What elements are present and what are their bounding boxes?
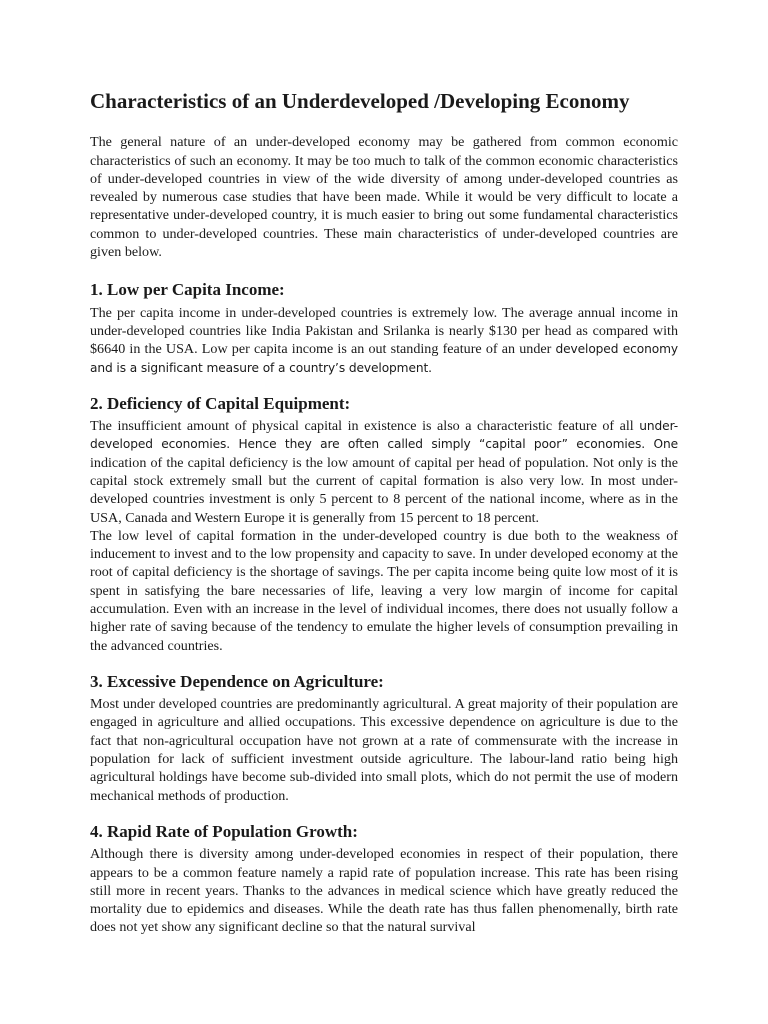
paragraph-text: The per capita income in under-developed countries is extremely low. The average annual income in under-developed countries like India Pakistan and Srilanka is nearly $130 per head as compared with $6640 in the USA. Low per capita income is an out standing feature of an under <box>90 304 678 358</box>
section-heading: 4. Rapid Rate of Population Growth: <box>90 821 358 841</box>
section-deficiency-of-capital-equipment <box>90 393 678 655</box>
section-paragraph: The low level of capital formation in the under-developed country is due both to the weakness of inducement to invest and to the low propensity and capacity to save. In under developed economy at the root of capital deficiency is the shortage of savings. The per capita income being quite low most of it is spent in satisfying the bare necessaries of life, leaving a very low margin of income for capital accumulation. Even with an increase in the level of individual incomes, there does not usually follow a higher rate of saving because of the tendency to emulate the higher levels of consumption prevailing in the advanced countries. <box>90 527 678 654</box>
section-excessive-dependence-on-agriculture <box>90 671 678 805</box>
paragraph-text: under-developed economies. Hence they are often called simply “capital poor” economies. One <box>90 419 678 452</box>
section-paragraph <box>90 304 678 377</box>
section-rapid-rate-of-population-growth <box>90 821 678 937</box>
paragraph-text: indication of the capital deficiency is the low amount of capital per head of population. Not only is the capital stock extremely small but the current of capital formation is also very low. In most under-developed countries investment is only 5 percent to 8 percent of the national income, where as in the USA, Canada and Western Europe it is generally from 15 percent to 18 percent. <box>90 454 678 526</box>
section-heading: 1. Low per Capita Income: <box>90 280 285 300</box>
paragraph-text: developed economy and is a significant measure of a country’s development. <box>90 342 678 375</box>
section-heading: 2. Deficiency of Capital Equipment: <box>90 393 351 413</box>
intro-paragraph: The general nature of an under-developed economy may be gathered from common economic characteristics of such an economy. It may be too much to talk of the common economic characteristics of under-developed countries in view of the wide diversity of among under-developed countries as revealed by numerous case studies that have been made. While it would be very difficult to locate a representative under-developed country, it is much easier to bring out some fundamental characteristics common to under-developed countries. These main characteristics of under-developed countries are given below. <box>90 134 678 261</box>
section-paragraph <box>90 417 678 527</box>
section-heading: 3. Excessive Dependence on Agriculture: <box>90 671 384 691</box>
section-low-per-capita-income <box>90 279 678 376</box>
page-title: Characteristics of an Underdeveloped /Developing Economy <box>90 89 630 113</box>
section-paragraph: Most under developed countries are predominantly agricultural. A great majority of their population are engaged in agriculture and allied occupations. This excessive dependence on agriculture is due to the fact that non-agricultural occupation have not grown at a rate of commensurate with the increase in population for lack of sufficient investment outside agriculture. The labour-land ratio being high agricultural holdings have become sub-divided into small plots, which do not permit the use of modern mechanical methods of production. <box>90 696 678 804</box>
paragraph-text: The insufficient amount of physical capital in existence is also a characteristic feature of all <box>90 418 634 435</box>
section-paragraph: Although there is diversity among under-developed economies in respect of their population, there appears to be a common feature namely a rapid rate of population increase. This rate has been rising still more in recent years. Thanks to the advances in medical science which have greatly reduced the mortality due to epidemics and diseases. While the death rate has thus fallen phenomenally, birth rate does not yet show any significant decline so that the natural survival <box>90 846 678 936</box>
